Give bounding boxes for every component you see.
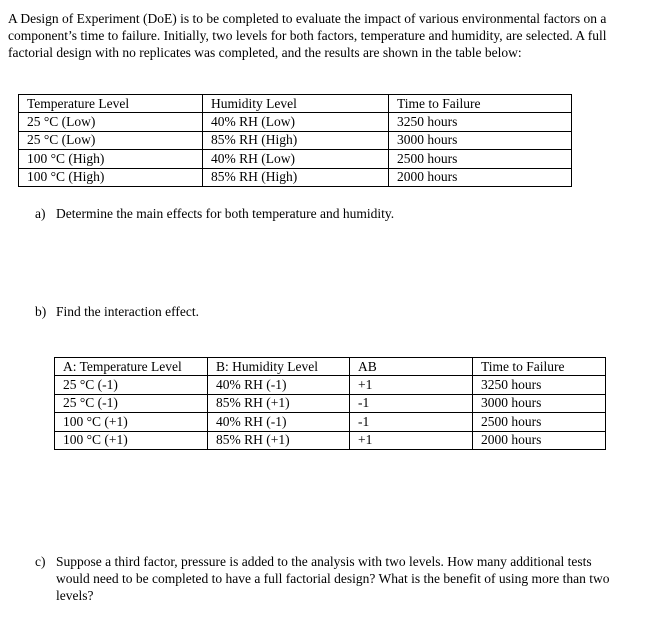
table-cell: 100 °C (High) [19, 150, 203, 168]
table-cell: 25 °C (Low) [19, 113, 203, 131]
question-label: a) [35, 206, 46, 221]
table-row [55, 394, 606, 412]
table-cell: 100 °C (+1) [55, 431, 208, 449]
table-cell: 100 °C (+1) [55, 413, 208, 431]
table-row [55, 431, 606, 449]
table-cell: 85% RH (High) [203, 131, 389, 149]
table-row [55, 413, 606, 431]
table-cell: 100 °C (High) [19, 168, 203, 186]
table-cell: -1 [350, 413, 473, 431]
table-cell: AB [350, 358, 473, 376]
table-row [19, 150, 572, 168]
question-b [35, 303, 199, 320]
question-a [35, 205, 394, 222]
table-cell: B: Humidity Level [208, 358, 350, 376]
table-cell: 85% RH (+1) [208, 394, 350, 412]
table-cell: 40% RH (-1) [208, 376, 350, 394]
table-row [19, 168, 572, 186]
table-cell: 3250 hours [473, 376, 606, 394]
table-cell: +1 [350, 431, 473, 449]
table-row [19, 113, 572, 131]
table-cell: 2000 hours [389, 168, 572, 186]
table-cell: Time to Failure [473, 358, 606, 376]
table-cell: 3000 hours [473, 394, 606, 412]
table-cell: 2000 hours [473, 431, 606, 449]
table-cell: 2500 hours [473, 413, 606, 431]
table-cell: -1 [350, 394, 473, 412]
table-header-row [55, 358, 606, 376]
table-cell: 85% RH (High) [203, 168, 389, 186]
table-cell: Humidity Level [203, 95, 389, 113]
table-cell: 40% RH (-1) [208, 413, 350, 431]
table-cell: +1 [350, 376, 473, 394]
table-cell: 3250 hours [389, 113, 572, 131]
table-cell: Temperature Level [19, 95, 203, 113]
table-cell: 85% RH (+1) [208, 431, 350, 449]
question-text: Suppose a third factor, pressure is added to the analysis with two levels. How many additional tests would need to be completed to have a full factorial design? What is the benefit of using more than two levels? [56, 554, 610, 603]
table-cell: Time to Failure [389, 95, 572, 113]
table-header-row [19, 95, 572, 113]
question-label: c) [35, 554, 46, 569]
table-cell: 2500 hours [389, 150, 572, 168]
table-row [55, 376, 606, 394]
table-cell: A: Temperature Level [55, 358, 208, 376]
table-row [19, 131, 572, 149]
table-cell: 40% RH (Low) [203, 113, 389, 131]
table-cell: 40% RH (Low) [203, 150, 389, 168]
coded-results-table [54, 357, 606, 450]
table-cell: 25 °C (-1) [55, 376, 208, 394]
question-text: Find the interaction effect. [56, 304, 199, 319]
question-c [35, 553, 625, 604]
table-cell: 25 °C (Low) [19, 131, 203, 149]
table-cell: 3000 hours [389, 131, 572, 149]
table-cell: 25 °C (-1) [55, 394, 208, 412]
question-text: Determine the main effects for both temperature and humidity. [56, 206, 395, 221]
results-table [18, 94, 572, 187]
intro-paragraph: A Design of Experiment (DoE) is to be completed to evaluate the impact of various environmental factors on a component’s time to failure. Initially, two levels for both factors, temperature and humidity, are selected. A full factorial design with no replicates was completed, and the results are shown in the table below: [8, 11, 607, 60]
question-label: b) [35, 304, 47, 319]
